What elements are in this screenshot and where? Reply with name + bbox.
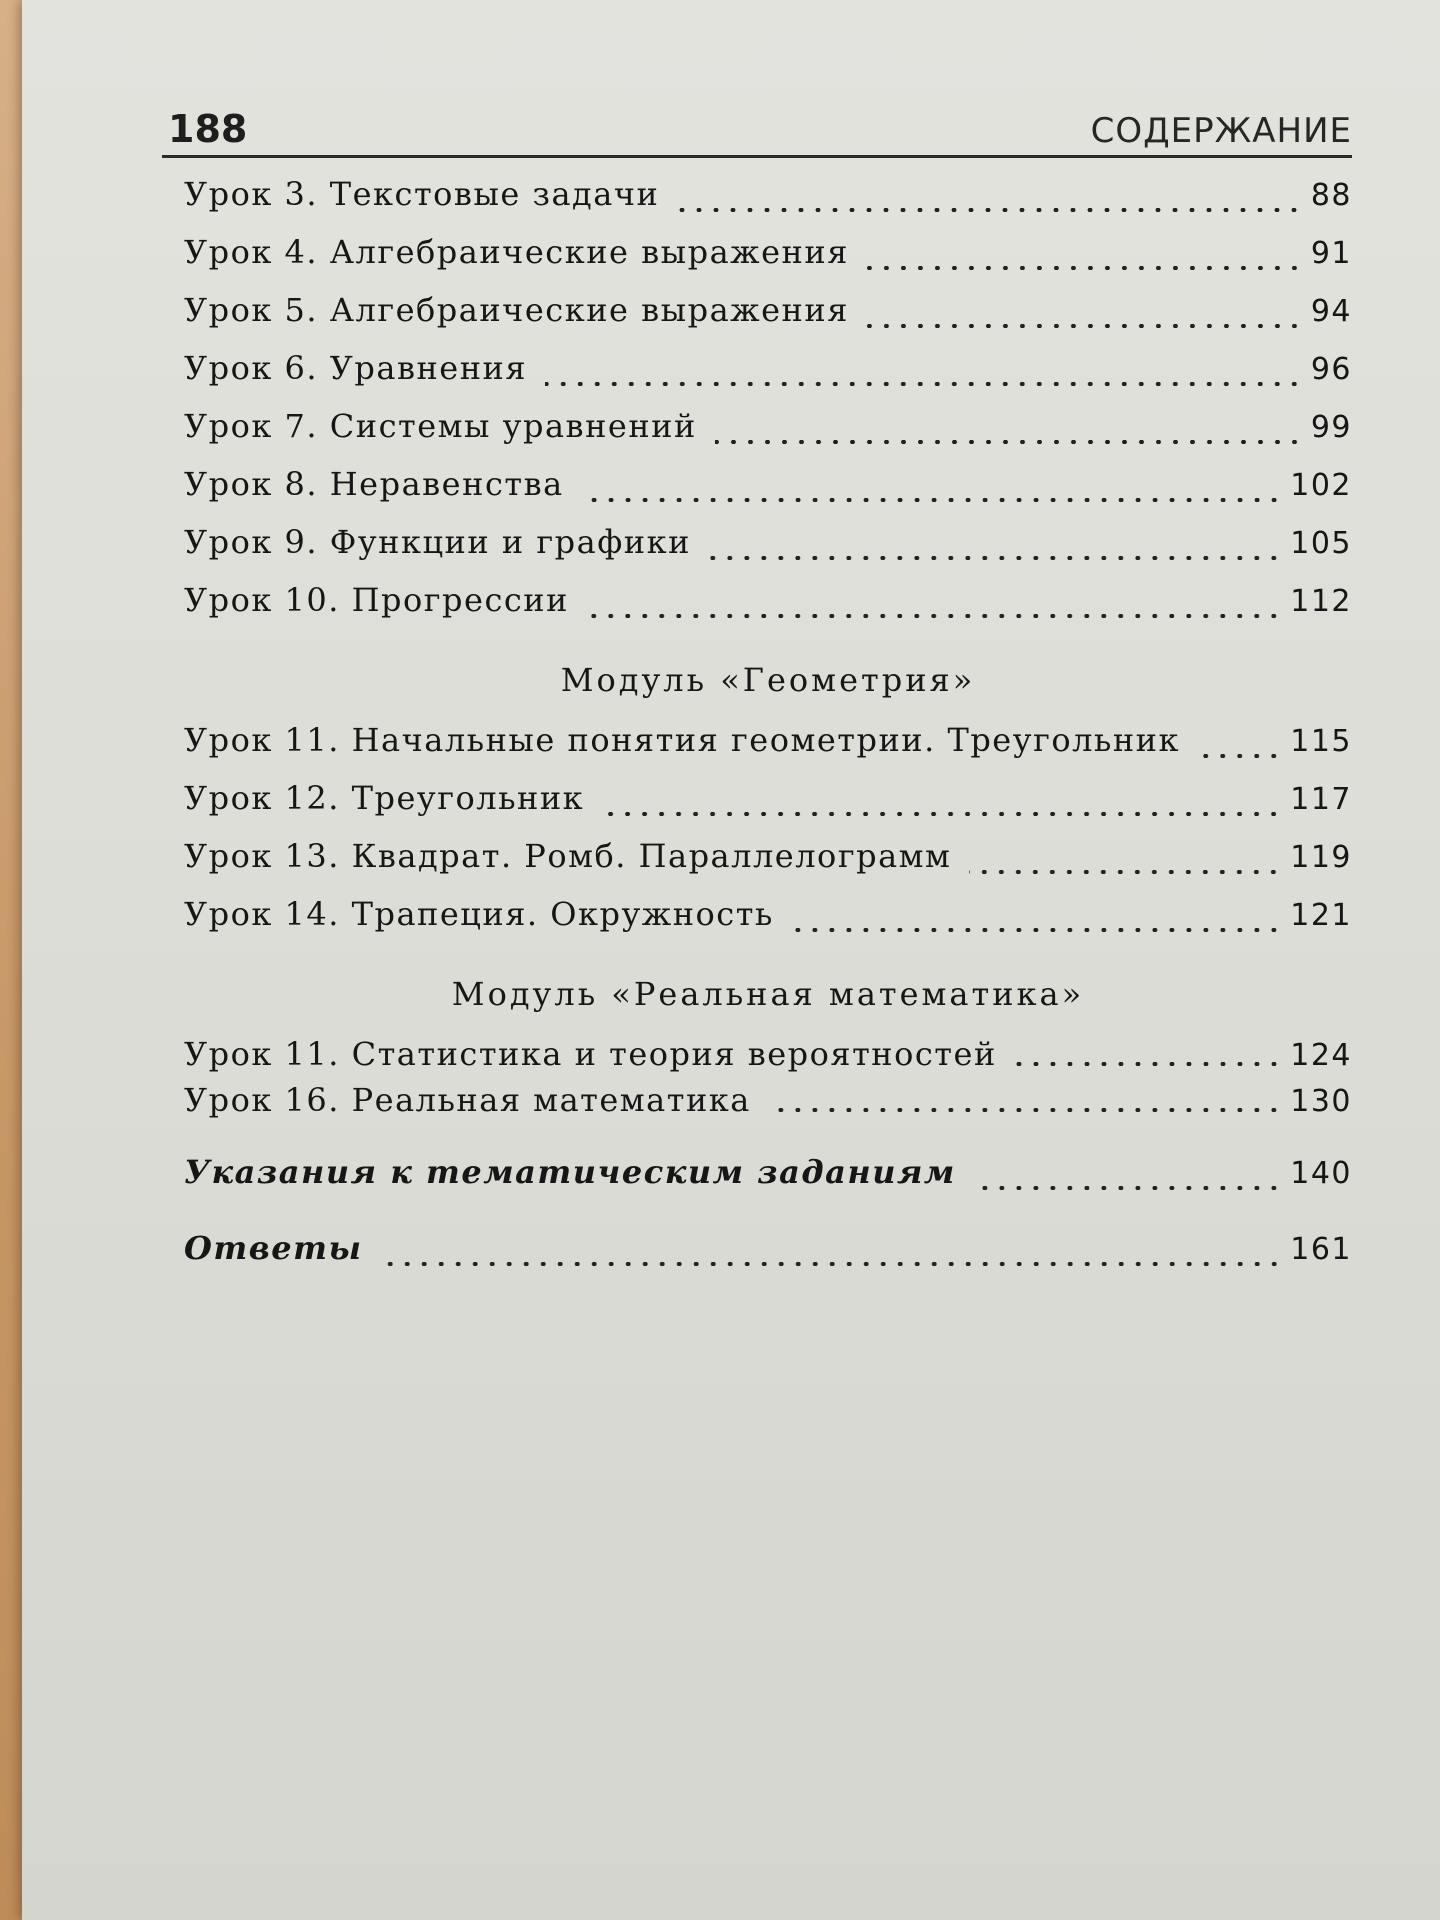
toc-entry-label: Урок 12. Треугольник	[184, 779, 585, 817]
toc-entry-label: Урок 6. Уравнения	[184, 349, 528, 387]
toc-entry	[184, 1081, 1352, 1127]
toc-entry-label: Урок 11. Статистика и теория вероятностей	[184, 1035, 997, 1073]
toc-entry-page: 91	[1310, 236, 1352, 271]
toc-entry	[184, 175, 1352, 233]
dot-leader	[582, 498, 1283, 502]
toc-entry-page: 140	[1290, 1156, 1352, 1191]
toc-entry	[184, 779, 1352, 837]
toc-entry-label: Урок 7. Системы уравнений	[184, 407, 697, 445]
toc-entry-label: Урок 11. Начальные понятия геометрии. Треугольник	[184, 721, 1180, 759]
toc-entry-page: 124	[1290, 1038, 1352, 1073]
toc-entry-label: Урок 13. Квадрат. Ромб. Параллелограмм	[184, 837, 952, 875]
toc-entry-page: 161	[1290, 1232, 1352, 1267]
dot-leader	[381, 1262, 1283, 1266]
book-page	[22, 0, 1440, 1920]
toc-entry	[184, 349, 1352, 407]
table-of-contents	[184, 175, 1352, 1287]
page-number: 188	[168, 107, 248, 151]
toc-entry-page: 99	[1310, 410, 1352, 445]
toc-entry-label: Урок 3. Текстовые задачи	[184, 175, 660, 213]
dot-leader	[1198, 754, 1282, 758]
toc-entry-label: Указания к тематическим заданиям	[184, 1153, 956, 1191]
running-head: СОДЕРЖАНИЕ	[1090, 111, 1352, 151]
dot-leader	[1015, 1062, 1282, 1066]
toc-entry-page: 121	[1290, 898, 1352, 933]
toc-entry-page: 119	[1290, 840, 1352, 875]
toc-entry	[184, 1035, 1352, 1081]
toc-entry-label: Ответы	[184, 1229, 363, 1267]
toc-entry-instructions	[184, 1153, 1352, 1211]
toc-entry-label: Урок 5. Алгебраические выражения	[184, 291, 849, 329]
dot-leader	[602, 812, 1282, 816]
toc-entry-label: Урок 14. Трапеция. Окружность	[184, 895, 774, 933]
dot-leader	[969, 870, 1282, 874]
spacer	[184, 1127, 1352, 1153]
spacer	[184, 1211, 1352, 1229]
toc-entry-label: Урок 8. Неравенства	[184, 465, 564, 503]
module-heading-geometry: Модуль «Геометрия»	[560, 661, 976, 699]
toc-entry-page: 117	[1290, 782, 1352, 817]
toc-entry-page: 94	[1310, 294, 1352, 329]
toc-entry	[184, 581, 1352, 639]
toc-entry-page: 102	[1290, 468, 1352, 503]
page-header	[162, 95, 1352, 158]
dot-leader	[769, 1108, 1282, 1112]
toc-entry	[184, 291, 1352, 349]
dot-leader	[867, 324, 1303, 328]
toc-entry	[184, 523, 1352, 581]
toc-entry-label: Урок 9. Функции и графики	[184, 523, 691, 561]
toc-entry	[184, 837, 1352, 895]
toc-entry-page: 112	[1290, 584, 1352, 619]
dot-leader	[792, 928, 1282, 932]
toc-entry-label: Урок 10. Прогрессии	[184, 581, 569, 619]
toc-entry-page: 115	[1290, 724, 1352, 759]
toc-entry-page: 105	[1290, 526, 1352, 561]
toc-entry	[184, 895, 1352, 953]
toc-entry	[184, 407, 1352, 465]
toc-entry-page: 130	[1290, 1084, 1352, 1119]
dot-leader	[587, 614, 1282, 618]
dot-leader	[677, 208, 1303, 212]
dot-leader	[867, 266, 1303, 270]
dot-leader	[709, 556, 1282, 560]
toc-entry-page: 88	[1310, 178, 1352, 213]
dot-leader	[715, 440, 1303, 444]
dot-leader	[545, 382, 1303, 386]
toc-entry-page: 96	[1310, 352, 1352, 387]
dot-leader	[974, 1186, 1282, 1190]
toc-entry	[184, 465, 1352, 523]
toc-entry	[184, 233, 1352, 291]
toc-entry-answers	[184, 1229, 1352, 1287]
toc-entry-label: Урок 4. Алгебраические выражения	[184, 233, 849, 271]
toc-entry-label: Урок 16. Реальная математика	[184, 1081, 751, 1119]
module-heading-real-math: Модуль «Реальная математика»	[451, 975, 1085, 1013]
toc-entry	[184, 721, 1352, 779]
